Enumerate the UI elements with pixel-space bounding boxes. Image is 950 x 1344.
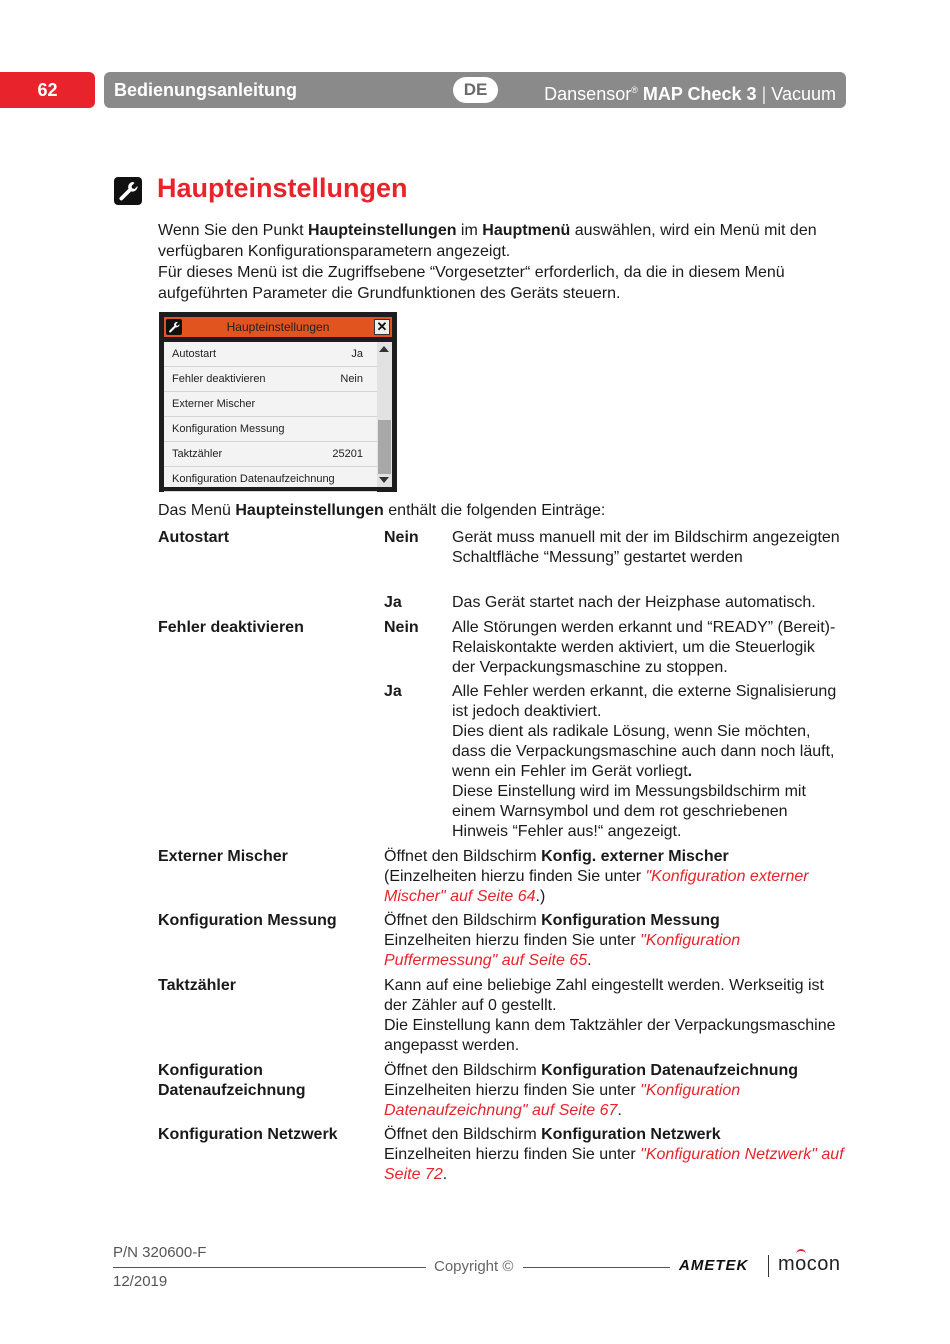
cross-reference-link[interactable]: "Konfiguration Datenaufzeichnung" auf Seite 67 [384,1082,741,1119]
entry-description: Kann auf eine beliebige Zahl eingestellt werden. Werkseitig ist der Zähler auf 0 gestellt. Die Einstellung kann dem Taktzähler der Verpackungsmaschine angepasst werden. [384,977,836,1054]
entry-description: Öffnet den Bildschirm Konfiguration Netzwerk Einzelheiten hierzu finden Sie unter "Konfiguration Netzwerk" auf Seite 72. [384,1126,844,1183]
screen-menu-list [164,342,392,487]
entries-intro: Das Menü Haupteinstellungen enthält die folgenden Einträge: [158,502,606,519]
part-number: P/N 320600-F [113,1244,207,1261]
intro-paragraph-2: Für dieses Menü ist die Zugriffsebene “Vorgesetzter“ erforderlich, da die in diesem Menü aufgeführten Parameter die Grundfunktionen des Geräts steuern. [158,264,785,302]
product-model: MAP Check 3 [642,84,757,104]
entry-description: Gerät muss manuell mit der im Bildschirm angezeigten Schaltfläche “Messung” gestartet werden [452,529,840,566]
entry-description: Das Gerät startet nach der Heizphase automatisch. [452,594,816,611]
scroll-down-icon[interactable] [379,477,389,483]
close-icon[interactable]: ✕ [374,319,390,335]
product-name: Dansensor® MAP Check 3 | Vacuum [544,84,836,104]
entry-description: Alle Fehler werden erkannt, die externe Signalisierung ist jedoch deaktiviert. Dies dient als radikale Lösung, wenn Sie möchten, dass die Verpackungsmaschine auch dann noch läuft, wenn ein Fehler im Gerät vorliegt. Diese Einstellung wird im Messungsbildschirm mit einem Warnsymbol und dem rot geschriebenen Hinweis “Fehler aus!“ angezeigt. [452,683,837,840]
menu-item-fehler-deaktivieren[interactable]: Fehler deaktivieren Nein [164,367,377,392]
entry-label-autostart: Autostart [158,529,230,546]
menu-screenshot [159,312,397,492]
footer-divider [113,1267,426,1268]
revision-date: 12/2019 [113,1273,168,1290]
entry-option-ja: Ja [384,594,402,611]
wrench-icon [114,177,142,205]
intro-text [158,220,848,304]
product-brand: Dansensor [544,84,632,104]
entry-label-externer-mischer: Externer Mischer [158,848,288,865]
entry-label-konfiguration-datenaufzeichnung: Konfiguration Datenaufzeichnung [158,1062,306,1099]
header-bar [104,72,846,108]
section-title: Haupteinstellungen [157,173,408,203]
logo-divider [768,1255,769,1277]
cross-reference-link[interactable]: "Konfiguration Netzwerk" auf Seite 72 [384,1146,844,1183]
menu-item-externer-mischer[interactable]: Externer Mischer [164,392,377,417]
menu-item-taktzaehler[interactable]: Taktzähler 25201 [164,442,377,467]
cross-reference-link[interactable]: "Konfiguration externer Mischer" auf Seite 64 [384,868,809,905]
menu-item-autostart[interactable]: Autostart Ja [164,342,377,367]
copyright: Copyright © [434,1258,514,1275]
entry-option-nein: Nein [384,619,419,636]
mocon-logo: mocon [778,1253,841,1275]
entry-description: Alle Störungen werden erkannt und “READY” (Bereit)-Relaiskontakte werden aktiviert, um die Steuerlogik der Verpackungsmaschine zu stoppen. [452,619,836,676]
entry-label-taktzaehler: Taktzähler [158,977,236,994]
wrench-icon [166,319,182,335]
product-variant: Vacuum [771,84,836,104]
scrollbar[interactable] [377,342,392,487]
manual-title: Bedienungsanleitung [114,80,298,100]
menu-item-konfiguration-datenaufzeichnung[interactable]: Konfiguration Datenaufzeichnung [164,467,377,492]
ametek-logo: AMETEK [679,1257,749,1274]
scroll-up-icon[interactable] [379,346,389,352]
screen-title: Haupteinstellungen [226,320,330,334]
cross-reference-link[interactable]: "Konfiguration Puffermessung" auf Seite 65 [384,932,741,969]
screen-titlebar [164,317,392,337]
registered-mark: ® [631,85,638,95]
entry-description: Öffnet den Bildschirm Konfiguration Messung Einzelheiten hierzu finden Sie unter "Konfiguration Puffermessung" auf Seite 65. [384,912,741,969]
entry-label-fehler-deaktivieren: Fehler deaktivieren [158,619,304,636]
intro-paragraph-1: Wenn Sie den Punkt Haupteinstellungen im Hauptmenü auswählen, wird ein Menü mit den verfügbaren Konfigurationsparametern angezeigt. [158,222,817,260]
language-badge: DE [453,77,498,103]
menu-item-konfiguration-messung[interactable]: Konfiguration Messung [164,417,377,442]
entry-description: Öffnet den Bildschirm Konfiguration Datenaufzeichnung Einzelheiten hierzu finden Sie unter "Konfiguration Datenaufzeichnung" auf Seite 67. [384,1062,798,1119]
entry-option-ja: Ja [384,683,402,700]
entry-description: Öffnet den Bildschirm Konfig. externer Mischer (Einzelheiten hierzu finden Sie unter "Konfiguration externer Mischer" auf Seite 64.) [384,848,809,905]
entry-label-konfiguration-netzwerk: Konfiguration Netzwerk [158,1126,338,1143]
entry-option-nein: Nein [384,529,419,546]
scrollbar-thumb[interactable] [378,420,391,474]
page-number: 62 [0,72,95,108]
entry-label-konfiguration-messung: Konfiguration Messung [158,912,337,929]
footer-divider [523,1267,670,1268]
